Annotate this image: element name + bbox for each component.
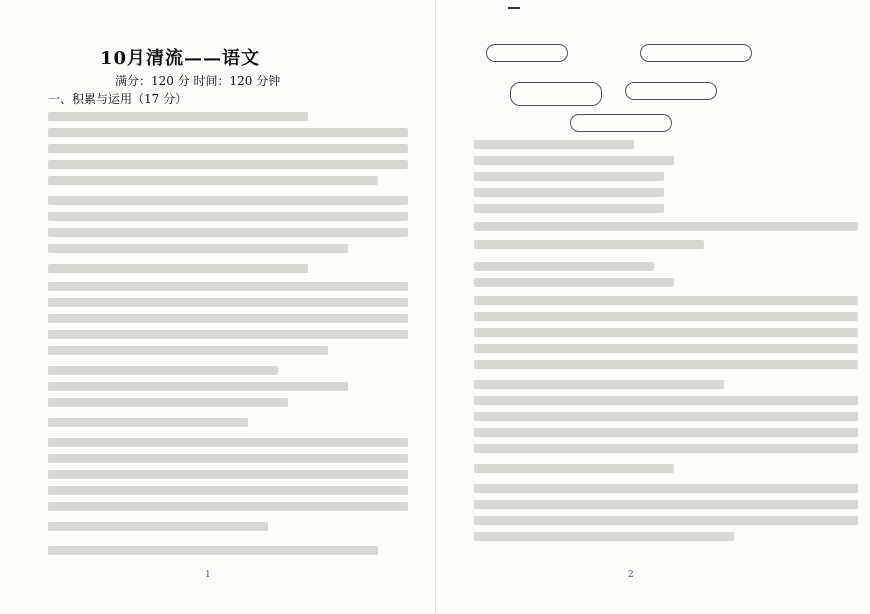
- reading-heading: [474, 464, 674, 473]
- question-1-options: [48, 160, 408, 169]
- left-column: [0, 0, 420, 614]
- poem-fill-line: [474, 222, 858, 231]
- question-4-options: [48, 502, 408, 511]
- question-1: [48, 112, 308, 121]
- fold-line: [435, 0, 436, 614]
- question-2: [48, 176, 378, 185]
- question-4-options: [48, 470, 408, 479]
- question-5: [474, 140, 634, 149]
- question-options: [48, 398, 288, 407]
- question-6-options: [474, 396, 858, 405]
- score-time-line: 满分：120 分 时间：120 分钟: [115, 74, 281, 88]
- question-4-options: [48, 438, 408, 447]
- poem-block: [474, 296, 858, 305]
- poem-fill-line: [474, 204, 664, 213]
- question-6: [474, 380, 724, 389]
- reading-passage: [48, 330, 408, 339]
- question-4-options: [48, 454, 408, 463]
- classical-passage: [474, 532, 734, 541]
- reading-passage: [48, 244, 348, 253]
- poem-block: [474, 312, 858, 321]
- mindmap-node: [625, 82, 717, 100]
- question-1-options: [48, 128, 408, 137]
- reading-passage: [48, 314, 408, 323]
- mindmap-node: [486, 44, 568, 62]
- poem-fill-line: [474, 172, 664, 181]
- question-3: [48, 264, 308, 273]
- poem-fill-line: [474, 240, 704, 249]
- page-title: 10月清流——语文: [100, 48, 261, 69]
- reading-passage: [48, 298, 408, 307]
- poem-block: [474, 344, 858, 353]
- poem-fill-line: [474, 156, 674, 165]
- reading-passage: [48, 282, 408, 291]
- poem-notes: [474, 360, 858, 369]
- classical-passage: [474, 484, 858, 493]
- question-6-options: [474, 444, 858, 453]
- answer-line: [48, 546, 378, 555]
- scan-mark: [508, 7, 520, 9]
- question-6-options: [474, 428, 858, 437]
- question-options: [48, 366, 278, 375]
- classical-passage: [474, 500, 858, 509]
- reading-heading: [474, 278, 674, 287]
- classical-passage: [474, 516, 858, 525]
- section-heading: [474, 262, 654, 271]
- reading-passage: [48, 196, 408, 205]
- section-heading: 一、积累与运用（17 分）: [48, 92, 188, 106]
- mindmap-prompt: [48, 522, 268, 531]
- reading-passage: [48, 346, 328, 355]
- question-6-options: [474, 412, 858, 421]
- mindmap-node: [510, 82, 602, 106]
- page-number: 1: [205, 570, 211, 580]
- question-1-options: [48, 144, 408, 153]
- question-options: [48, 382, 348, 391]
- mindmap-node: [640, 44, 752, 62]
- poem-fill-line: [474, 188, 664, 197]
- right-column: [450, 0, 870, 614]
- poem-block: [474, 328, 858, 337]
- question-4: [48, 418, 248, 427]
- reading-passage: [48, 228, 408, 237]
- mindmap-node: [570, 114, 672, 132]
- question-4-options: [48, 486, 408, 495]
- page-number: 2: [628, 570, 634, 580]
- reading-passage: [48, 212, 408, 221]
